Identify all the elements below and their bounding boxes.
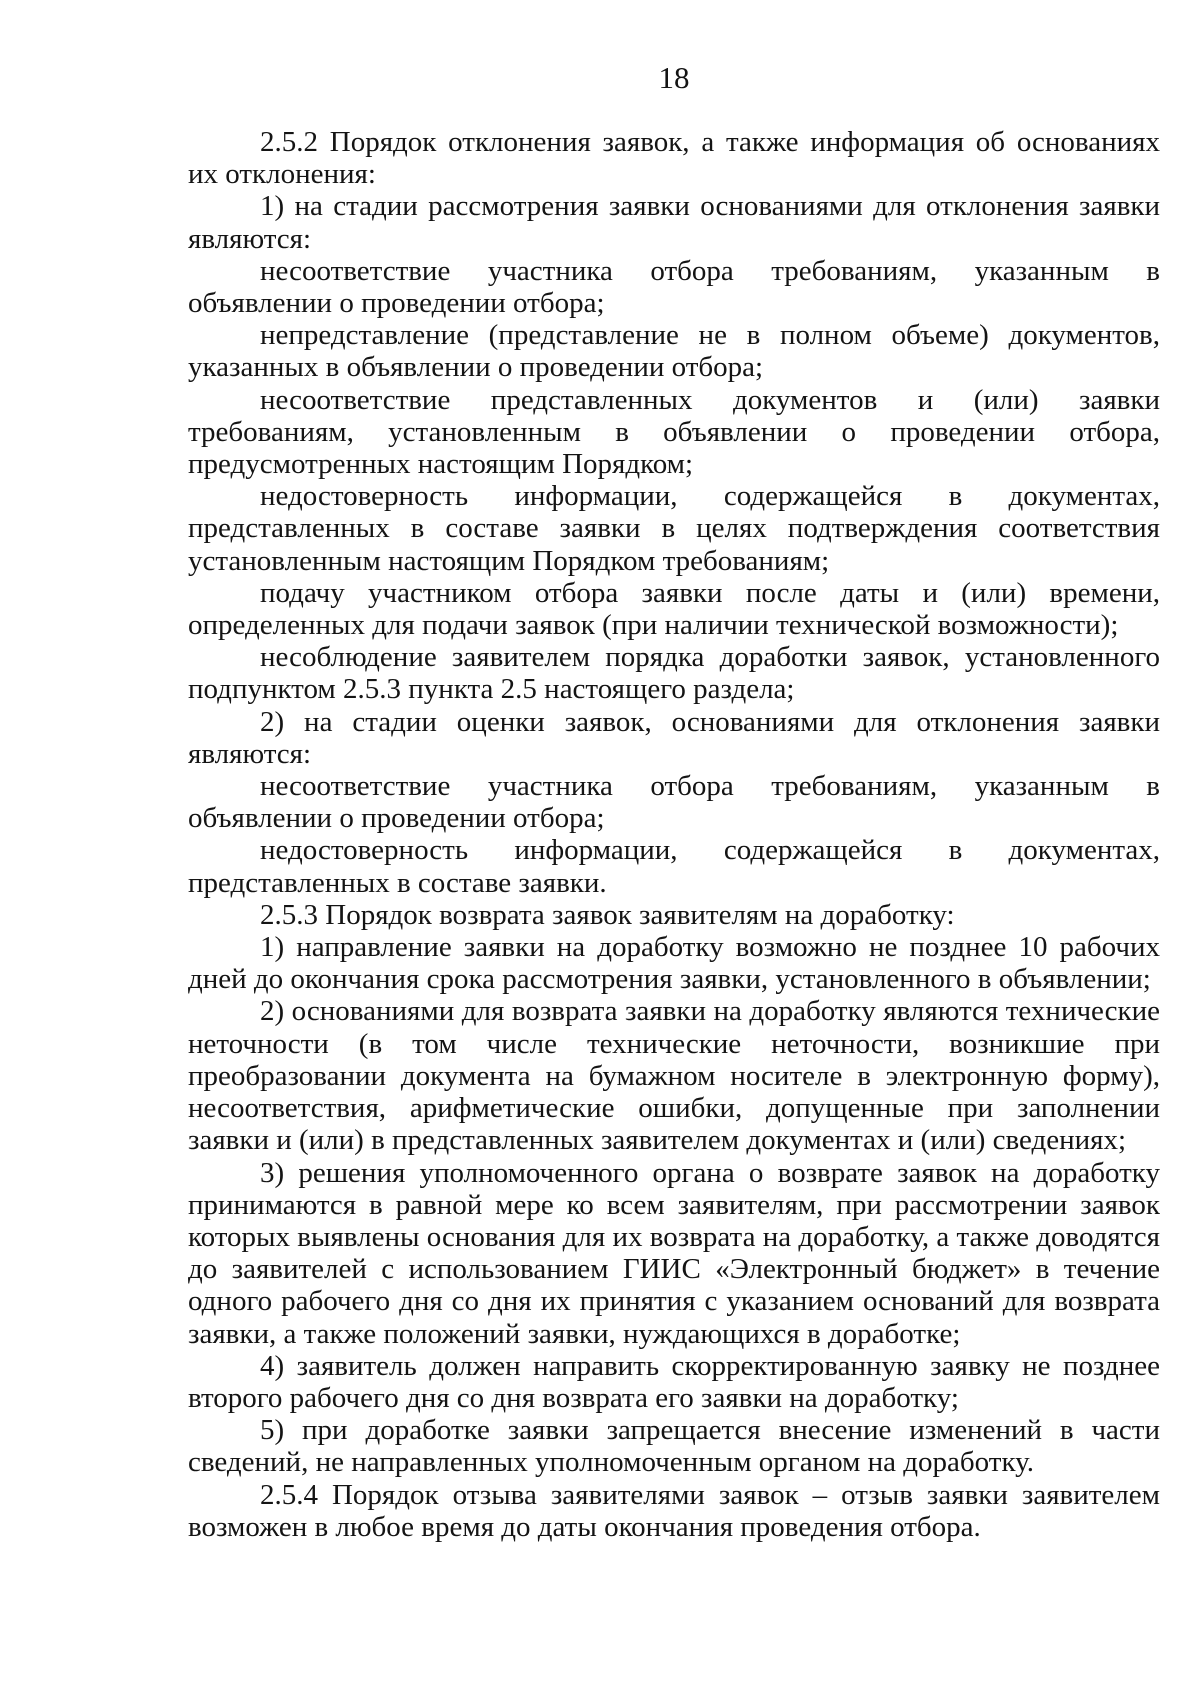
paragraph-documents-mismatch: несоответствие представленных документов и (или) заявки требованиям, установленным в объявлении о проведении отбора, предусмотренных настоящим Порядком; (188, 383, 1160, 481)
paragraph-participant-mismatch-evaluation: несоответствие участника отбора требованиям, указанным в объявлении о проведении отбора; (188, 770, 1160, 835)
paragraph-revision-order-violation: несоблюдение заявителем порядка доработки заявок, установленного подпунктом 2.5.3 пункта 2.5 настоящего раздела; (188, 641, 1160, 706)
paragraph-resubmission-deadline: 4) заявитель должен направить скорректированную заявку не позднее второго рабочего дня со дня возврата его заявки на доработку; (188, 1349, 1160, 1414)
paragraph-2-5-3-heading: 2.5.3 Порядок возврата заявок заявителям на доработку: (260, 898, 955, 931)
document-body (188, 126, 1160, 1543)
paragraph-information-unreliable-evaluation: недостоверность информации, содержащейся в документах, представленных в составе заявки. (188, 834, 1160, 899)
paragraph-2-5-2-heading: 2.5.2 Порядок отклонения заявок, а также информация об основаниях их отклонения: (188, 126, 1160, 191)
paragraph-evaluation-stage-grounds: 2) на стадии оценки заявок, основаниями для отклонения заявки являются: (188, 705, 1160, 770)
paragraph-information-unreliable: недостоверность информации, содержащейся в документах, представленных в составе заявки в целях подтверждения соответствия установленным настоящим Порядком требованиям; (188, 480, 1160, 577)
paragraph-return-deadline: 1) направление заявки на доработку возможно не позднее 10 рабочих дней до окончания срока рассмотрения заявки, установленного в объявлении; (188, 931, 1160, 996)
paragraph-change-restrictions: 5) при доработке заявки запрещается внесение изменений в части сведений, не направленных уполномоченным органом на доработку. (188, 1414, 1160, 1479)
paragraph-documents-not-provided: непредставление (представление не в полном объеме) документов, указанных в объявлении о проведении отбора; (188, 319, 1160, 384)
paragraph-participant-mismatch: несоответствие участника отбора требованиям, указанным в объявлении о проведении отбора; (188, 254, 1160, 320)
paragraph-review-stage-grounds: 1) на стадии рассмотрения заявки основаниями для отклонения заявки являются: (188, 190, 1160, 255)
page-number: 18 (658, 60, 690, 95)
paragraph-return-decisions: 3) решения уполномоченного органа о возврате заявок на доработку принимаются в равной мере ко всем заявителям, при рассмотрении заявок которых выявлены основания для их возврата на доработку, а также доводятся до заявителей с использованием ГИИС «Электронный бюджет» в течение одного рабочего дня со дня их принятия с указанием оснований для возврата заявки, а также положений заявки, нуждающихся в доработке; (188, 1156, 1160, 1350)
paragraph-late-submission: подачу участником отбора заявки после даты и (или) времени, определенных для подачи заявок (при наличии технической возможности); (188, 576, 1160, 642)
paragraph-return-grounds: 2) основаниями для возврата заявки на доработку являются технические неточности (в том числе технические неточности, возникшие при преобразовании документа на бумажном носителе в электронную форму), несоответствия, арифметические ошибки, допущенные при заполнении заявки и (или) в представленных заявителем документах и (или) сведениях; (188, 995, 1160, 1157)
paragraph-2-5-4-withdrawal: 2.5.4 Порядок отзыва заявителями заявок – отзыв заявки заявителем возможен в любое время до даты окончания проведения отбора. (188, 1478, 1160, 1543)
